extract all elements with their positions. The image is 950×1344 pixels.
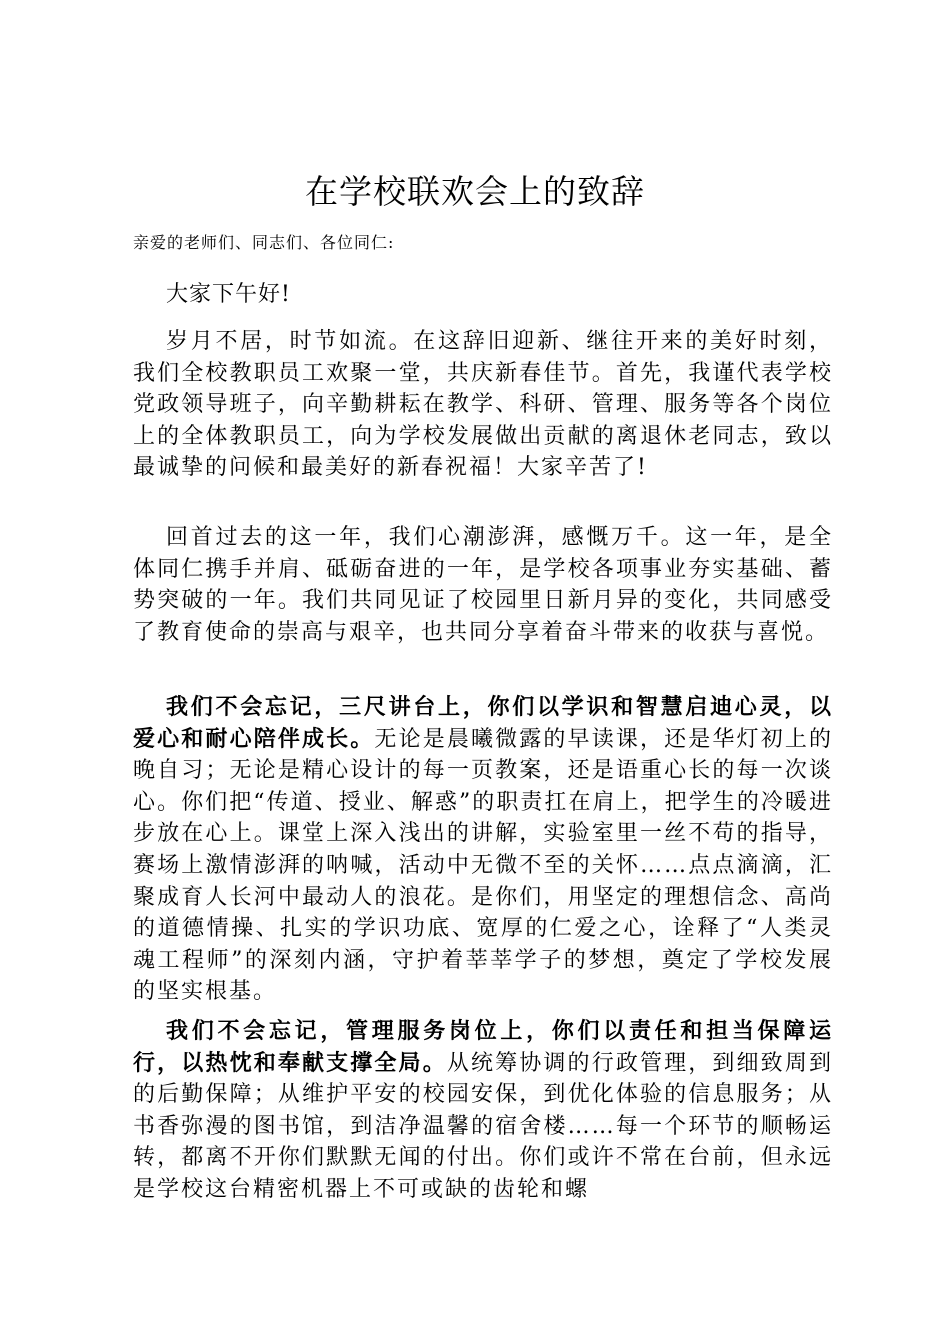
greeting: 大家下午好!	[166, 282, 291, 307]
paragraph-text: 岁月不居，时节如流。在这辞旧迎新、继往开来的美好时刻，我们全校教职员工欢聚一堂，共庆新春佳节。首先，我谨代表学校党政领导班子，向辛勤耕耘在教学、科研、管理、服务等各个岗位上的全体教职员工，向为学校发展做出贡献的离退休老同志，致以最诚挚的问候和最美好的新春祝福！大家辛苦了!	[133, 329, 833, 481]
paragraph-teachers	[133, 692, 833, 1008]
paragraph-bold-lead: 我们不会忘记，管理服务岗位上，你们以责任和担当保障运行，以热忱和奉献支撑全局。	[133, 1018, 833, 1076]
paragraph-opening	[133, 326, 833, 484]
paragraph-review	[133, 522, 833, 648]
paragraph-bold-lead: 我们不会忘记，三尺讲台上，你们以学识和智慧启迪心灵，以爱心和耐心陪伴成长。	[133, 694, 833, 752]
document-title: 在学校联欢会上的致辞	[305, 172, 645, 211]
paragraph-text: 无论是晨曦微露的早读课，还是华灯初上的晚自习；无论是精心设计的每一页教案，还是语重心长的每一次谈心。你们把“传道、授业、解惑”的职责扛在肩上，把学生的冷暖进步放在心上。课堂上深入浅出的讲解，实验室里一丝不苟的指导，赛场上激情澎湃的呐喊，活动中无微不至的关怀……点点滴滴，汇聚成育人长河中最动人的浪花。是你们，用坚定的理想信念、高尚的道德情操、扎实的学识功底、宽厚的仁爱之心，诠释了“人类灵魂工程师”的深刻内涵，守护着莘莘学子的梦想，奠定了学校发展的坚实根基。	[133, 726, 833, 1005]
paragraph-text: 从统筹协调的行政管理，到细致周到的后勤保障；从维护平安的校园安保，到优化体验的信息服务；从书香弥漫的图书馆，到洁净温馨的宿舍楼……每一个环节的顺畅运转，都离不开你们默默无闻的付出。你们或许不常在台前，但永远是学校这台精密机器上不可或缺的齿轮和螺	[133, 1050, 833, 1202]
paragraph-text: 回首过去的这一年，我们心潮澎湃，感慨万千。这一年，是全体同仁携手并肩、砥砺奋进的一年，是学校各项事业夯实基础、蓄势突破的一年。我们共同见证了校园里日新月异的变化，共同感受了教育使命的崇高与艰辛，也共同分享着奋斗带来的收获与喜悦。	[133, 525, 833, 645]
salutation: 亲爱的老师们、同志们、各位同仁:	[133, 233, 395, 252]
paragraph-staff	[133, 1016, 833, 1206]
